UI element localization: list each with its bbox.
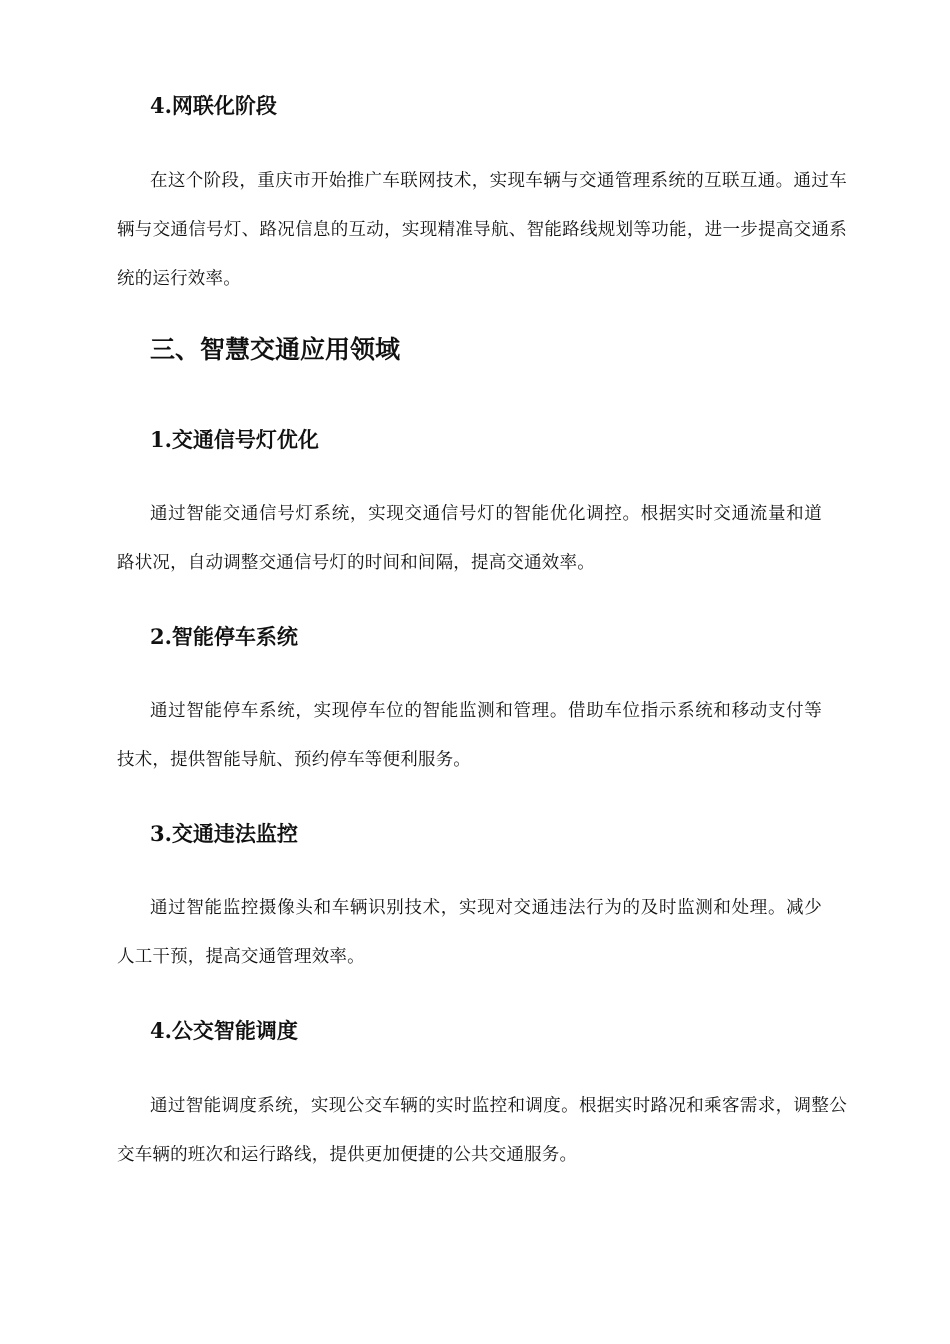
subsection-heading-smart-parking: 2.智能停车系统 xyxy=(150,624,298,649)
subsection-paragraph-signal-optimization: 通过智能交通信号灯系统，实现交通信号灯的智能优化调控。根据实时交通流量和道路状况，自动调整交通信号灯的时间和间隔，提高交通效率。 xyxy=(117,504,822,573)
subsection-heading-violation-monitoring: 3.交通违法监控 xyxy=(150,821,298,846)
section-paragraph-networking-stage: 在这个阶段，重庆市开始推广车联网技术，实现车辆与交通管理系统的互联互通。通过车辆与交通信号灯、路况信息的互动，实现精准导航、智能路线规划等功能，进一步提高交通系统的运行效率。 xyxy=(117,171,847,289)
subsection-paragraph-bus-dispatch: 通过智能调度系统，实现公交车辆的实时监控和调度。根据实时路况和乘客需求，调整公交车辆的班次和运行路线，提供更加便捷的公共交通服务。 xyxy=(117,1096,847,1165)
chapter-title: 三、智慧交通应用领域 xyxy=(150,335,401,364)
subsection-paragraph-violation-monitoring: 通过智能监控摄像头和车辆识别技术，实现对交通违法行为的及时监测和处理。减少人工干预，提高交通管理效率。 xyxy=(117,898,822,967)
section-heading-networking-stage: 4.网联化阶段 xyxy=(150,93,277,118)
subsection-heading-signal-optimization: 1.交通信号灯优化 xyxy=(150,427,319,452)
subsection-paragraph-smart-parking: 通过智能停车系统，实现停车位的智能监测和管理。借助车位指示系统和移动支付等技术，提供智能导航、预约停车等便利服务。 xyxy=(117,701,822,770)
subsection-heading-bus-dispatch: 4.公交智能调度 xyxy=(150,1018,298,1043)
